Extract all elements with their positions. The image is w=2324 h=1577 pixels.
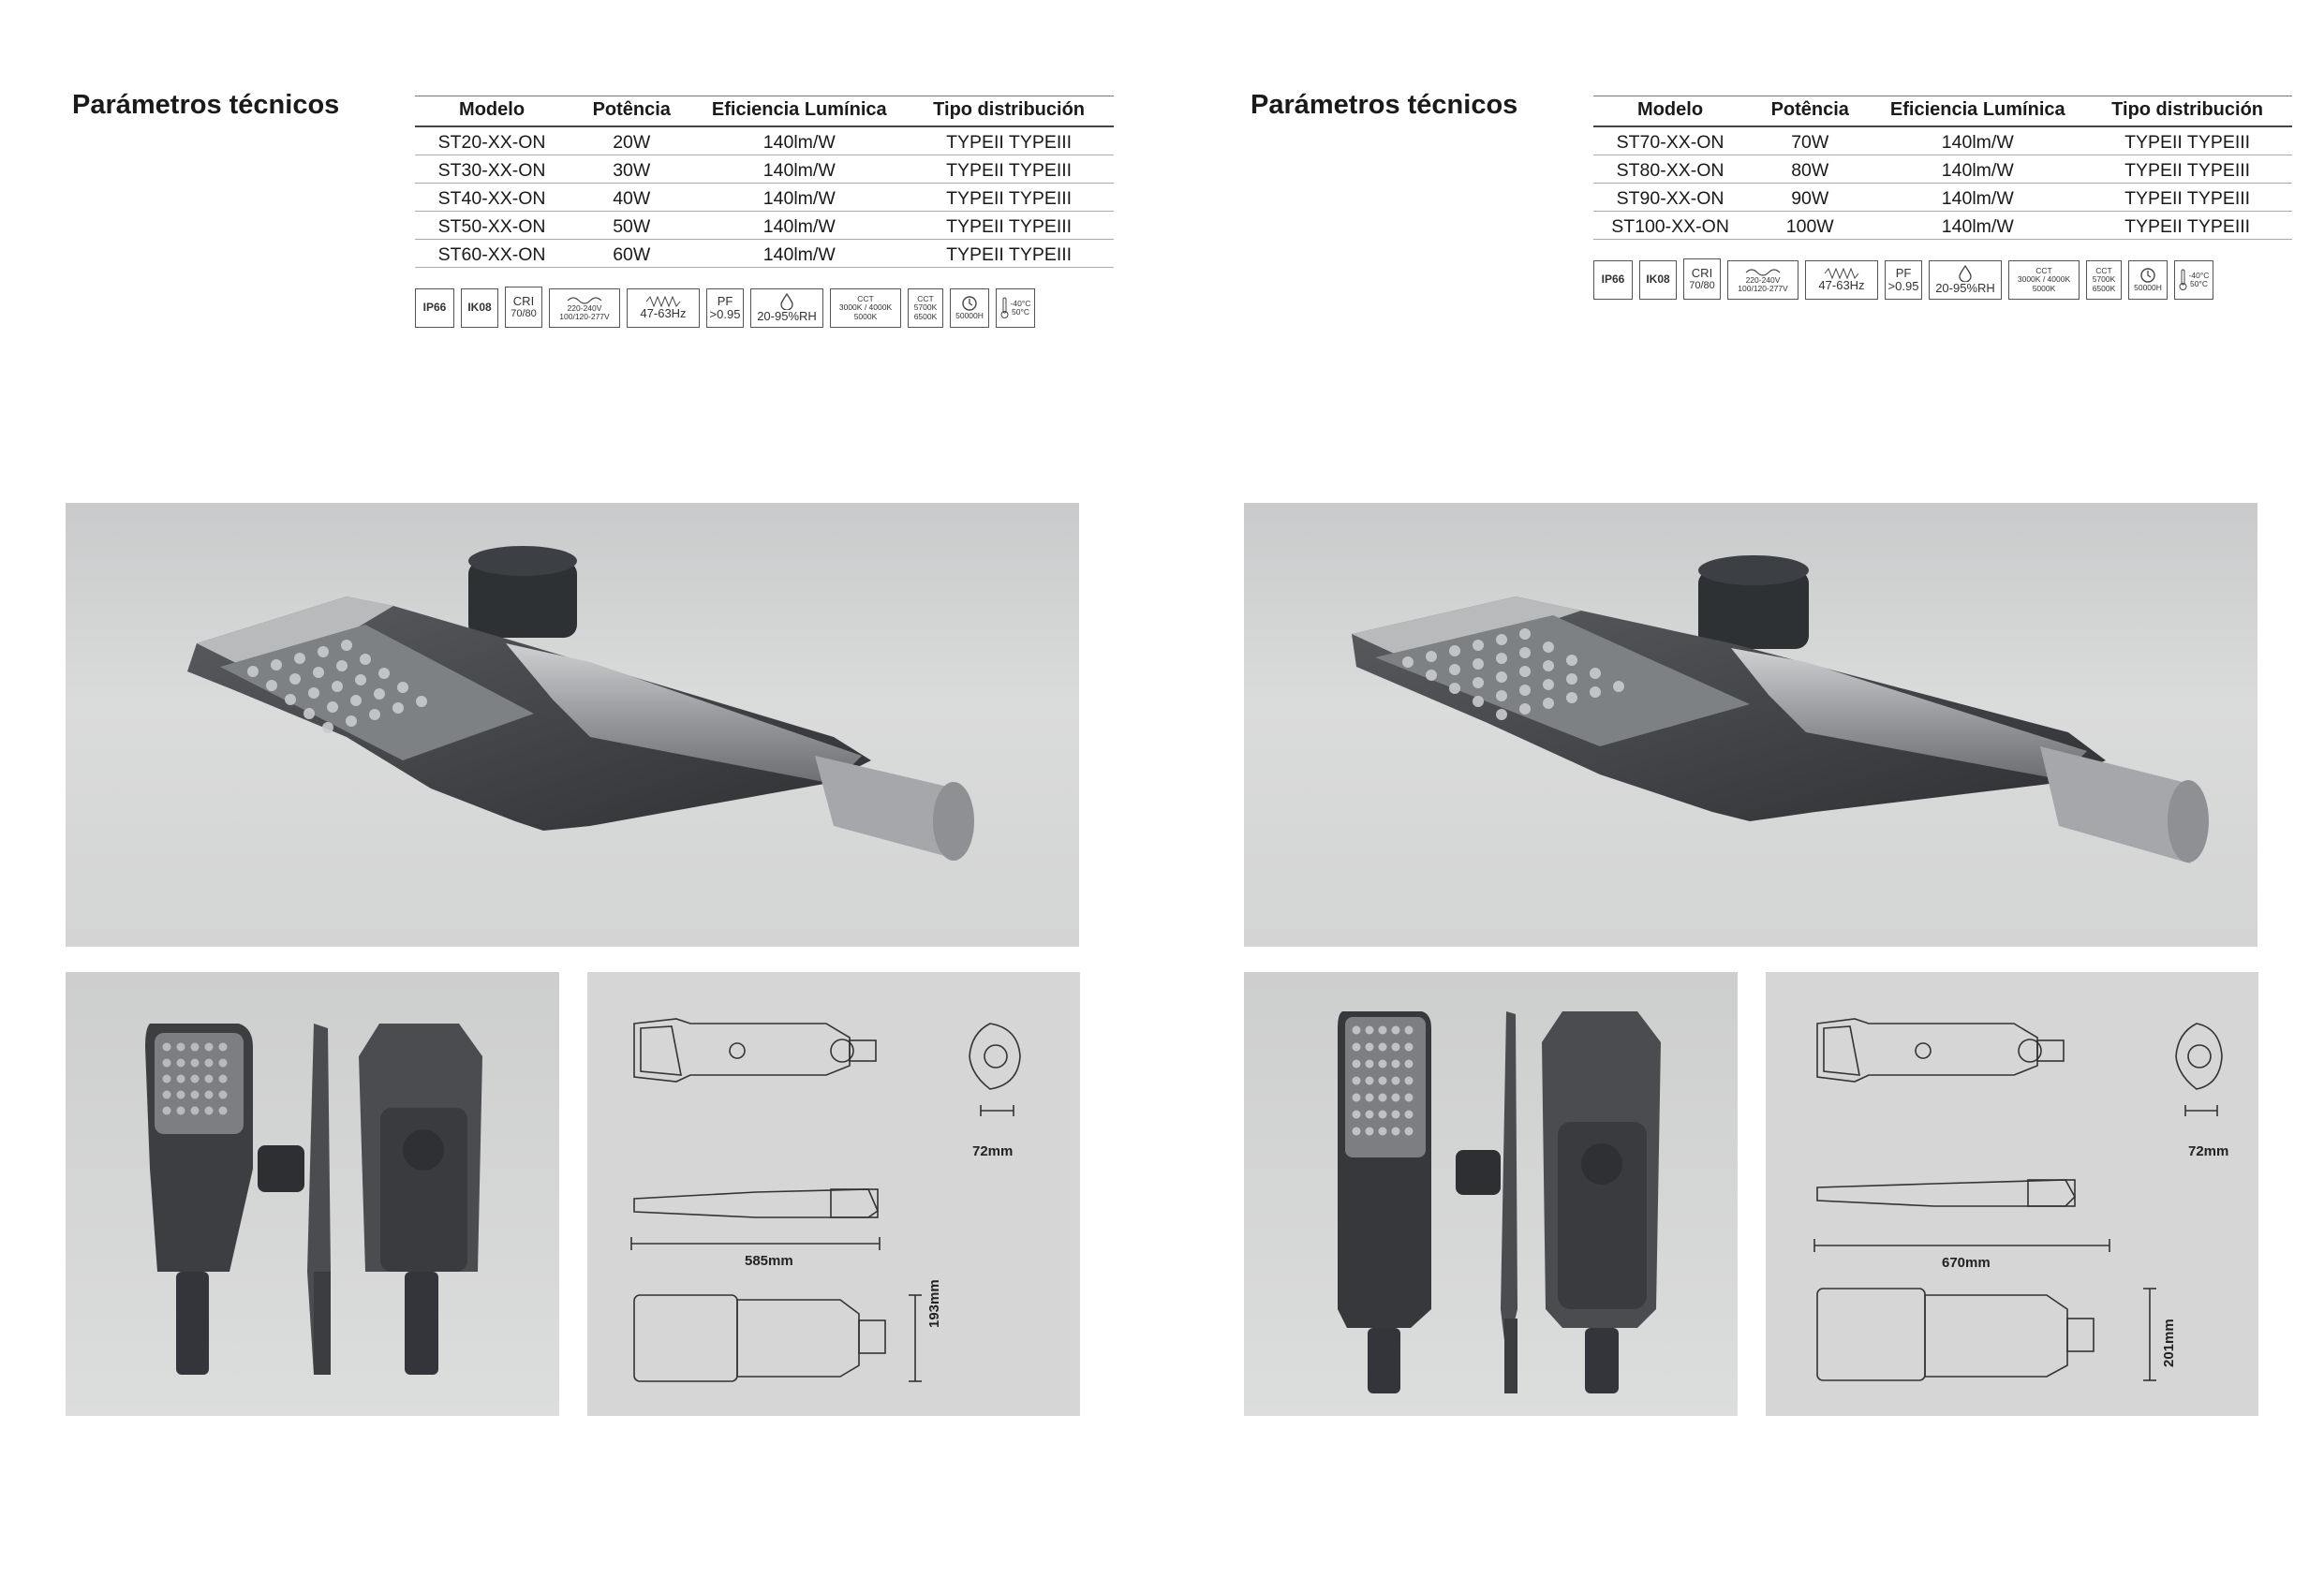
- cell-efficiency: 140lm/W: [694, 155, 904, 184]
- cct-2: 5000K: [2032, 283, 2056, 293]
- thermometer-icon: [1000, 297, 1009, 319]
- cell-efficiency: 140lm/W: [1873, 184, 2082, 212]
- lifetime-value: 50000H: [2134, 283, 2162, 293]
- cell-efficiency: 140lm/W: [694, 126, 904, 155]
- certification-icons: [1593, 258, 2213, 300]
- col-tipo: Tipo distribución: [2082, 96, 2292, 127]
- cct-b-1: 5700K: [913, 302, 938, 313]
- power-factor-icon: [1885, 260, 1922, 300]
- lifetime-icon: [950, 288, 989, 328]
- cct-label: CCT: [917, 293, 934, 303]
- product-views-illustration: [66, 972, 559, 1416]
- clock-icon: [961, 295, 978, 312]
- ip66-icon: [415, 288, 454, 328]
- cell-efficiency: 140lm/W: [694, 212, 904, 240]
- table-row: [1593, 126, 2292, 155]
- cct-label: CCT: [2095, 265, 2112, 275]
- temp-1: -40°C: [2188, 270, 2210, 280]
- dimension-height: 201mm: [2161, 1319, 2177, 1367]
- cell-distribution: TYPEII TYPEIII: [904, 155, 1114, 184]
- section-title: Parámetros técnicos: [72, 90, 340, 120]
- cell-distribution: TYPEII TYPEIII: [904, 240, 1114, 268]
- cell-power: 70W: [1747, 126, 1873, 155]
- ip66-icon: [1593, 260, 1633, 300]
- cell-power: 20W: [569, 126, 694, 155]
- dimension-width: 72mm: [972, 1143, 1014, 1159]
- col-potencia: Potência: [569, 96, 694, 127]
- cell-power: 80W: [1747, 155, 1873, 184]
- power-factor-icon: [706, 288, 744, 328]
- product-views-photo: [66, 972, 559, 1416]
- technical-drawing: [1766, 972, 2258, 1416]
- cri-label: CRI: [512, 293, 535, 308]
- technical-drawing: [587, 972, 1080, 1416]
- voltage-2: 100/120-277V: [559, 312, 610, 321]
- frequency-icon: [1805, 260, 1878, 300]
- frequency-value: 47-63Hz: [640, 305, 687, 320]
- cell-distribution: TYPEII TYPEIII: [2082, 184, 2292, 212]
- cri-icon: [505, 287, 542, 328]
- thermometer-icon: [2179, 269, 2187, 291]
- cri-label: CRI: [1691, 265, 1713, 280]
- streetlight-illustration: [1244, 503, 2257, 947]
- dimension-width: 72mm: [2188, 1143, 2229, 1159]
- temperature-icon: [2174, 260, 2213, 300]
- table-header-row: [1593, 96, 2292, 127]
- cri-value: 70/80: [1689, 280, 1715, 292]
- cell-efficiency: 140lm/W: [1873, 212, 2082, 240]
- table-row: [415, 240, 1114, 268]
- cct-label: CCT: [857, 293, 874, 303]
- droplet-icon: [779, 293, 794, 310]
- droplet-icon: [1958, 265, 1973, 282]
- col-tipo: Tipo distribución: [904, 96, 1114, 127]
- cell-distribution: TYPEII TYPEIII: [904, 126, 1114, 155]
- cct-icon: [830, 288, 901, 328]
- product-views-photo: [1244, 972, 1738, 1416]
- cct-b-2: 6500K: [2092, 283, 2116, 293]
- cell-model: ST50-XX-ON: [415, 212, 569, 240]
- voltage-1: 220-240V: [567, 302, 602, 313]
- cct-high-icon: [2086, 260, 2122, 300]
- voltage-2: 100/120-277V: [1738, 284, 1788, 293]
- cell-power: 90W: [1747, 184, 1873, 212]
- table-header-row: [415, 96, 1114, 127]
- cct-high-icon: [908, 288, 943, 328]
- pf-label: PF: [717, 293, 733, 308]
- cell-model: ST70-XX-ON: [1593, 126, 1747, 155]
- ik-rating: IK08: [467, 301, 492, 315]
- ip-rating: IP66: [1601, 273, 1625, 287]
- voltage-icon: [549, 288, 620, 328]
- cell-distribution: TYPEII TYPEIII: [2082, 212, 2292, 240]
- cell-model: ST60-XX-ON: [415, 240, 569, 268]
- dimension-drawing: [587, 972, 1080, 1416]
- cell-power: 40W: [569, 184, 694, 212]
- cell-efficiency: 140lm/W: [694, 184, 904, 212]
- cell-distribution: TYPEII TYPEIII: [904, 212, 1114, 240]
- col-modelo: Modelo: [1593, 96, 1747, 127]
- cell-distribution: TYPEII TYPEIII: [2082, 155, 2292, 184]
- humidity-icon: [1929, 260, 2002, 300]
- temp-2: 50°C: [2189, 279, 2208, 288]
- pf-value: >0.95: [709, 307, 741, 321]
- cell-efficiency: 140lm/W: [1873, 126, 2082, 155]
- frequency-value: 47-63Hz: [1818, 277, 1865, 292]
- col-eficiencia: Eficiencia Lumínica: [1873, 96, 2082, 127]
- cct-icon: [2008, 260, 2080, 300]
- pf-label: PF: [1895, 265, 1912, 280]
- cell-model: ST90-XX-ON: [1593, 184, 1747, 212]
- ik08-icon: [1639, 260, 1677, 300]
- product-views-illustration: [1244, 972, 1738, 1416]
- cct-2: 5000K: [853, 311, 878, 321]
- table-row: [415, 155, 1114, 184]
- cell-efficiency: 140lm/W: [694, 240, 904, 268]
- col-potencia: Potência: [1747, 96, 1873, 127]
- temp-2: 50°C: [1011, 307, 1029, 317]
- page-right: [1178, 0, 2324, 1577]
- cell-model: ST100-XX-ON: [1593, 212, 1747, 240]
- ik08-icon: [461, 288, 498, 328]
- cell-efficiency: 140lm/W: [1873, 155, 2082, 184]
- certification-icons: [415, 287, 1035, 328]
- cct-label: CCT: [2035, 265, 2052, 275]
- cri-icon: [1683, 258, 1721, 300]
- cct-1: 3000K / 4000K: [838, 302, 893, 313]
- dimension-height: 193mm: [926, 1279, 942, 1328]
- streetlight-illustration: [66, 503, 1079, 947]
- frequency-icon: [627, 288, 700, 328]
- cell-model: ST80-XX-ON: [1593, 155, 1747, 184]
- cell-distribution: TYPEII TYPEIII: [2082, 126, 2292, 155]
- cell-power: 30W: [569, 155, 694, 184]
- dimension-length: 585mm: [745, 1253, 793, 1269]
- cct-b-2: 6500K: [913, 311, 938, 321]
- spec-table: [1593, 96, 2292, 240]
- cell-power: 100W: [1747, 212, 1873, 240]
- ik-rating: IK08: [1646, 273, 1670, 287]
- lifetime-value: 50000H: [955, 311, 984, 321]
- clock-icon: [2139, 267, 2156, 284]
- ip-rating: IP66: [422, 301, 447, 315]
- dimension-drawing: [1766, 972, 2258, 1416]
- dimension-length: 670mm: [1942, 1255, 1991, 1271]
- humidity-value: 20-95%RH: [1935, 280, 1995, 295]
- voltage-icon: [1727, 260, 1799, 300]
- product-photo-main: [66, 503, 1079, 947]
- cell-distribution: TYPEII TYPEIII: [904, 184, 1114, 212]
- table-row: [1593, 212, 2292, 240]
- cri-value: 70/80: [511, 308, 537, 320]
- humidity-value: 20-95%RH: [757, 308, 817, 323]
- cell-model: ST40-XX-ON: [415, 184, 569, 212]
- table-row: [1593, 184, 2292, 212]
- lifetime-icon: [2128, 260, 2168, 300]
- table-row: [415, 212, 1114, 240]
- humidity-icon: [750, 288, 823, 328]
- table-row: [415, 184, 1114, 212]
- spec-table: [415, 96, 1114, 268]
- cell-power: 50W: [569, 212, 694, 240]
- table-row: [1593, 155, 2292, 184]
- table-row: [415, 126, 1114, 155]
- temp-1: -40°C: [1010, 298, 1031, 308]
- cct-b-1: 5700K: [2092, 274, 2116, 285]
- cell-model: ST20-XX-ON: [415, 126, 569, 155]
- pf-value: >0.95: [1887, 279, 1919, 293]
- temperature-icon: [996, 288, 1035, 328]
- section-title: Parámetros técnicos: [1251, 90, 1518, 120]
- cell-power: 60W: [569, 240, 694, 268]
- product-photo-main: [1244, 503, 2257, 947]
- cell-model: ST30-XX-ON: [415, 155, 569, 184]
- col-modelo: Modelo: [415, 96, 569, 127]
- cct-1: 3000K / 4000K: [2017, 274, 2071, 285]
- voltage-1: 220-240V: [1745, 274, 1781, 285]
- col-eficiencia: Eficiencia Lumínica: [694, 96, 904, 127]
